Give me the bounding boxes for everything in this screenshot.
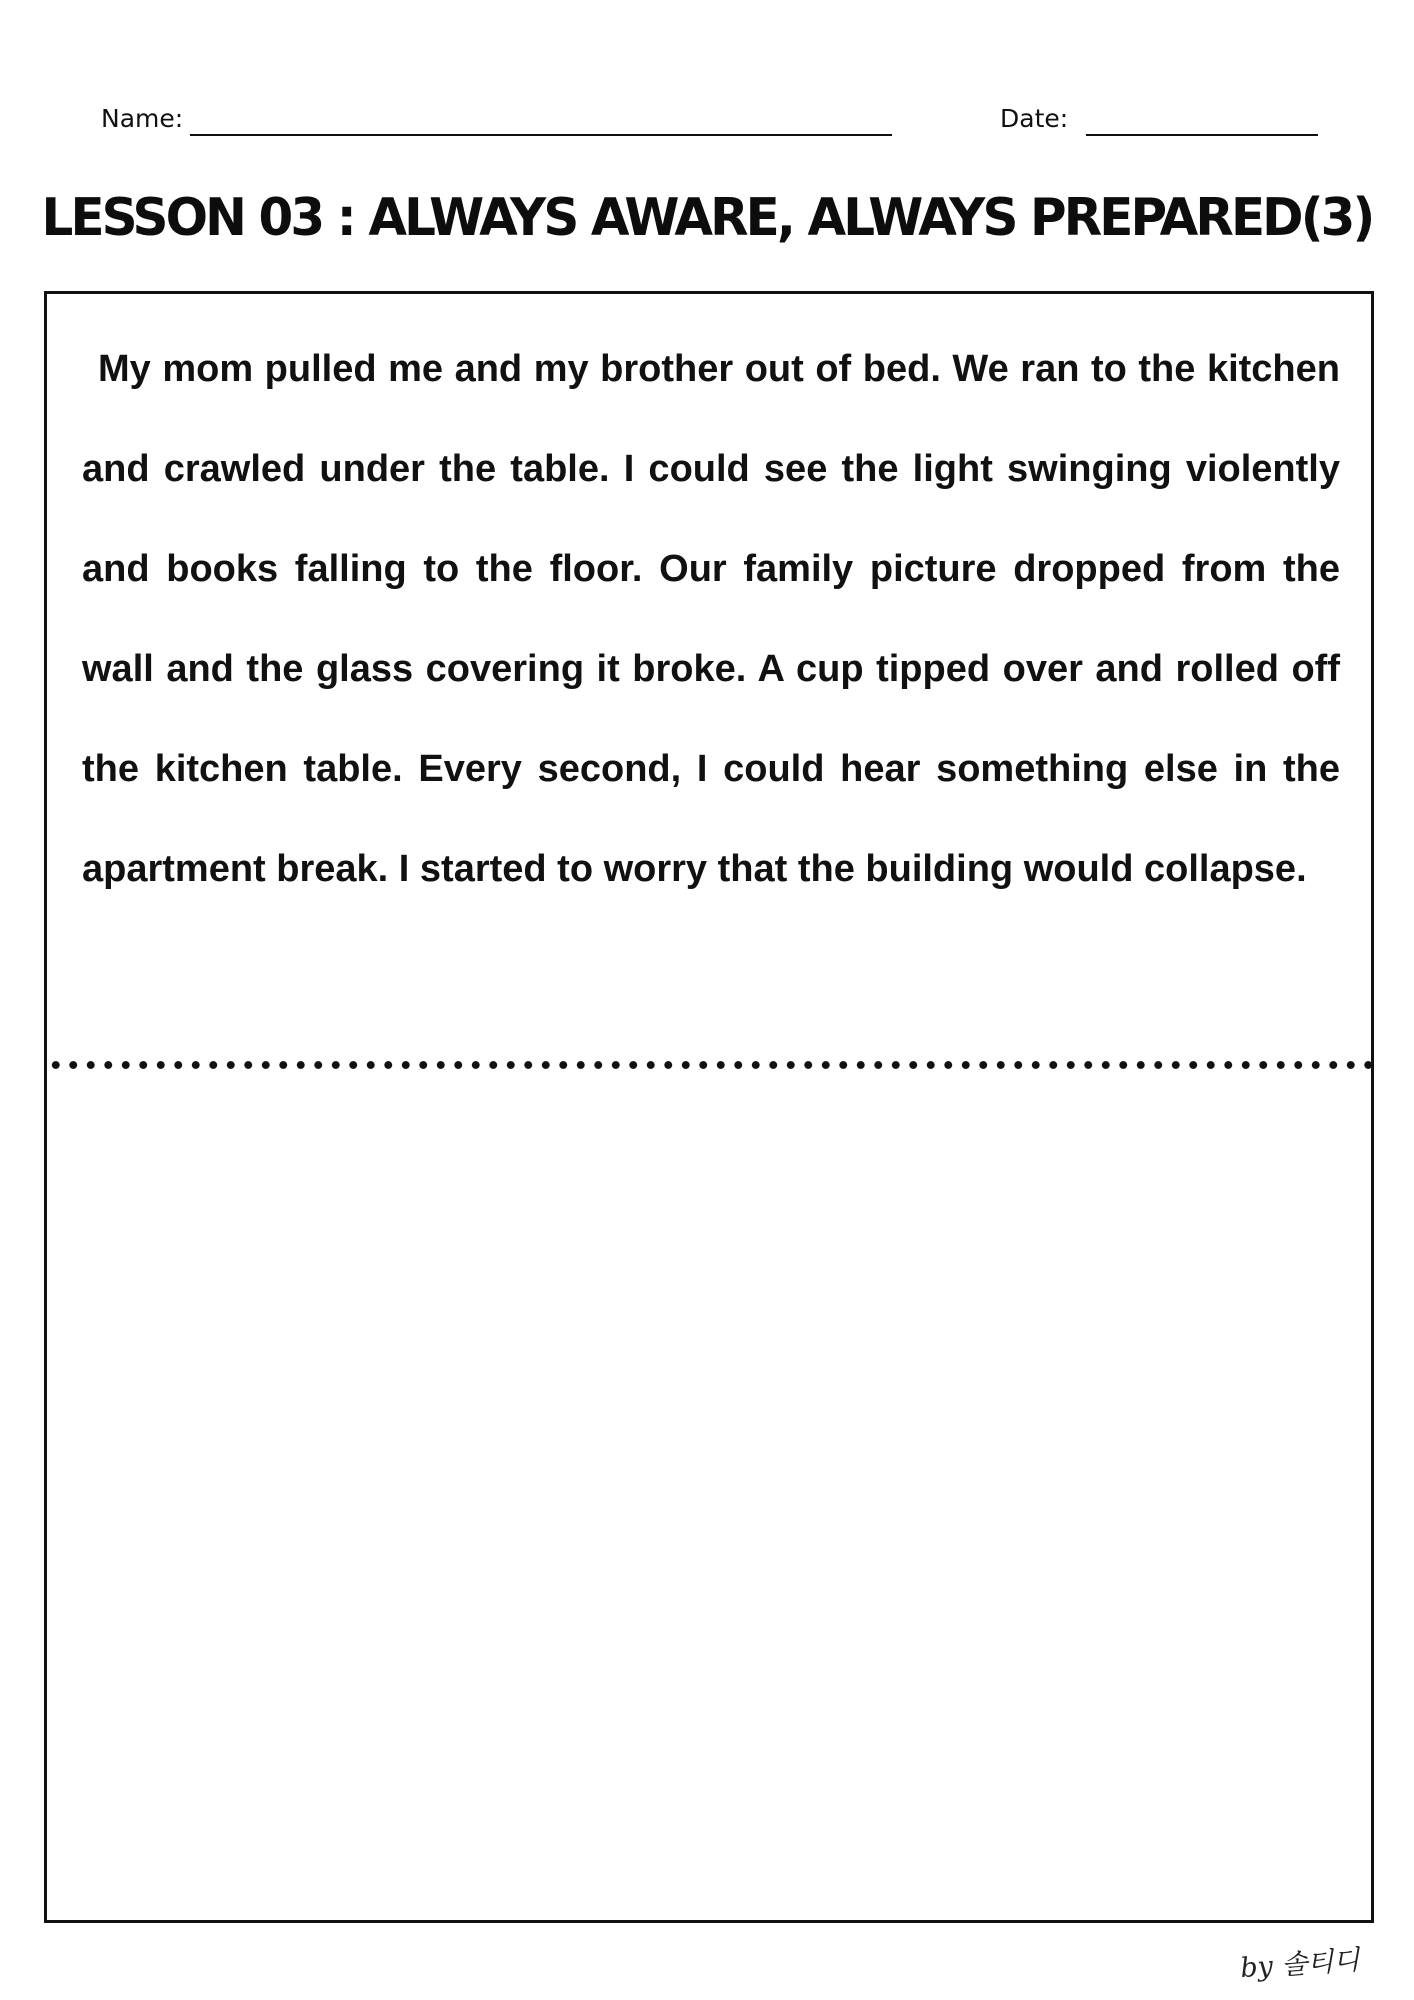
header-row bbox=[0, 104, 1414, 144]
reading-passage bbox=[82, 319, 1340, 919]
dotted-divider bbox=[47, 1059, 1371, 1071]
author-signature: by 솔티디 bbox=[1239, 1944, 1361, 1985]
name-label: Name: bbox=[101, 104, 184, 133]
worksheet-frame bbox=[44, 291, 1374, 1923]
writing-area[interactable] bbox=[47, 1074, 1371, 1920]
date-label: Date: bbox=[1000, 104, 1069, 133]
name-field-line[interactable] bbox=[190, 134, 892, 136]
date-field-line[interactable] bbox=[1086, 134, 1318, 136]
lesson-title: LESSON 03 : ALWAYS AWARE, ALWAYS PREPARED(3) bbox=[41, 188, 1373, 248]
reading-paragraph: My mom pulled me and my brother out of bed. We ran to the kitchen and crawled under the table. I could see the light swinging violently and books falling to the floor. Our family picture dropped from the wall and the glass covering it broke. A cup tipped over and rolled off the kitchen table. Every second, I could hear something else in the apartment break. I started to worry that the building would collapse. bbox=[82, 348, 1340, 890]
